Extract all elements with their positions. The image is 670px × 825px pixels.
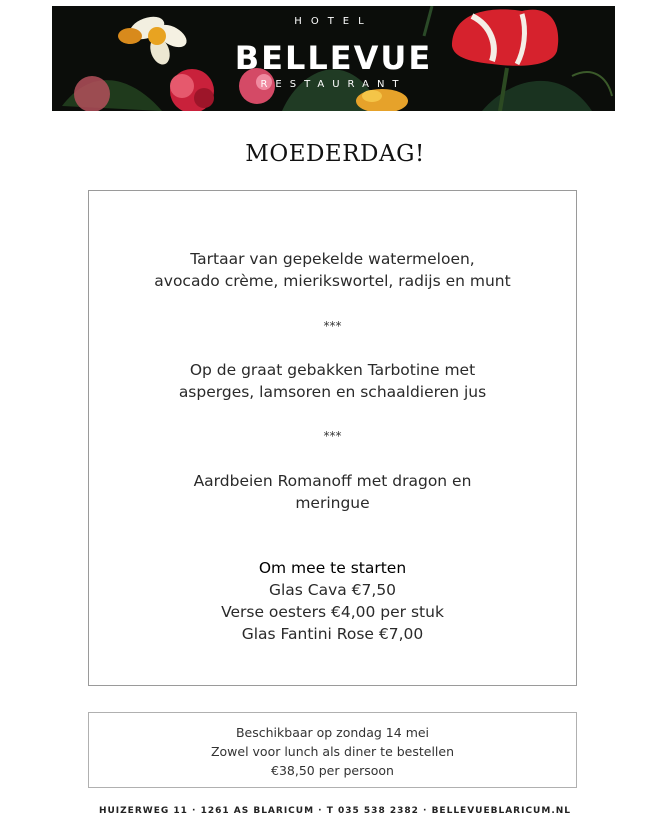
page-title: MOEDERDAG!: [245, 141, 425, 167]
course-3-line-2: meringue: [295, 494, 370, 512]
logo-name: BELLEVUE: [234, 39, 433, 77]
course-2: [89, 359, 576, 403]
starter-item: Verse oesters €4,00 per stuk: [221, 603, 444, 621]
starters-section: [89, 557, 576, 645]
course-3: [89, 470, 576, 514]
price-per-person: €38,50 per persoon: [271, 763, 394, 778]
availability-date: Beschikbaar op zondag 14 mei: [235, 725, 430, 740]
starter-item: Glas Fantini Rose €7,00: [241, 625, 424, 643]
course-1: [89, 248, 576, 292]
header-banner: [52, 6, 615, 111]
logo-hotel: HOTEL: [294, 16, 373, 27]
course-2-line-1: Op de graat gebakken Tarbotine met: [189, 361, 476, 379]
separator-2: ***: [323, 429, 342, 443]
starters-heading: Om mee te starten: [258, 559, 407, 577]
separator-1: ***: [323, 319, 342, 333]
course-3-line-1: Aardbeien Romanoff met dragon en: [193, 472, 472, 490]
starter-item: Glas Cava €7,50: [268, 581, 397, 599]
course-1-line-1: Tartaar van gepekelde watermeloen,: [190, 250, 475, 268]
course-1-line-2: avocado crème, mierikswortel, radijs en munt: [154, 272, 511, 290]
course-2-line-2: asperges, lamsoren en schaaldieren jus: [178, 383, 487, 401]
availability-box: [88, 712, 577, 788]
logo-restaurant: RESTAURANT: [260, 79, 407, 90]
footer-address: HUIZERWEG 11 · 1261 AS BLARICUM · T 035 538 2382 · BELLEVUEBLARICUM.NL: [98, 806, 572, 816]
availability-meals: Zowel voor lunch als diner te bestellen: [210, 744, 455, 759]
hotel-logo: [52, 6, 615, 111]
menu-box: [88, 190, 577, 686]
